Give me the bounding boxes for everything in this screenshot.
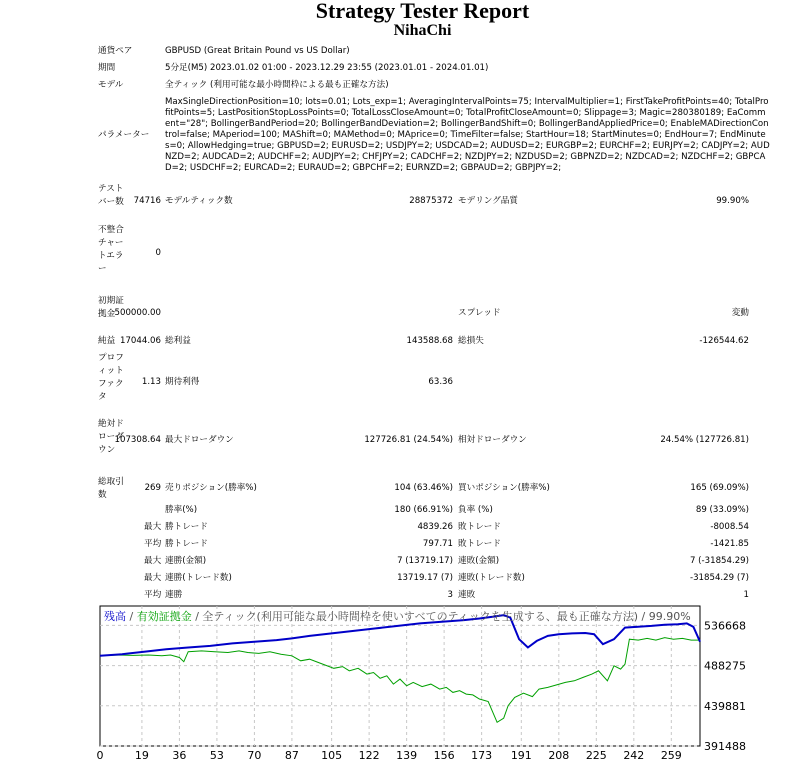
params-value: MaxSingleDirectionPosition=10; lots=0.01; Lots_exp=1; AveragingIntervalPoints=75; IntervalMultiplier=1; FirstTakeProfitPoints=40; TotalProfitPoints=5; LastPositionStopLossPoints=0; TotalLossCloseAmount=0; TotalProfitCloseAmount=0; Slippage=3; Magic=280380189; EaComment="28"; BollingerBandPeriod=20; BollingerBandDeviation=2; BollingerBandShift=0; BollingerBandAppliedPrice=0; EnableMADirectionControl=false; MAperiod=100; MAShift=0; MAMethod=0; MAprice=0; TimeFilter=false; StartHour=18; StartMinutes=0; EndHour=7; EndMinutes=0; AllowHedging=true; GBPUSD=2; EURUSD=2; USDJPY=2; USDCAD=2; AUDUSD=2; EURGBP=2; EURCHF=2; EURJPY=2; CADJPY=2; AUDNZD=2; AUDCAD=2; AUDCHF=2; AUDJPY=2; CHFJPY=2; CADCHF=2; NZDJPY=2; NZDUSD=2; GBPNZD=2; NZDCAD=2; NZDCHF=2; GBPCAD=2; USDCHF=2; EURCAD=2; EURAUD=2; GBPCHF=2; EURNZD=2; GBPAUD=2; GBPJPY=2; [165, 97, 770, 173]
model-label: モデル [98, 80, 124, 90]
spread-value: 変動 [731, 308, 749, 318]
chart-title-sep: / [126, 610, 137, 623]
period-value: 5分足(M5) 2023.01.02 01:00 - 2023.12.29 23:55 (2023.01.01 - 2024.01.01) [165, 63, 489, 73]
trades-label: 総取引数 [98, 477, 124, 500]
avg-loss-value: -1421.85 [710, 539, 749, 549]
ticks-value: 28875372 [409, 196, 453, 206]
quality-label: モデリング品質 [458, 196, 518, 206]
x-tick-label: 105 [321, 749, 343, 762]
win-value: 180 (66.91%) [394, 505, 453, 515]
chart-title-rest: / 全ティック(利用可能な最小時間枠を使いすべてのティックを生成する、最も正確な方法) / 99.90% [191, 610, 691, 623]
chart-title [104, 609, 691, 623]
deposit-value: 500000.00 [114, 308, 161, 318]
params-label: パラメーター [98, 130, 150, 140]
gross-profit-value: 143588.68 [406, 336, 453, 346]
x-tick-label: 259 [660, 749, 682, 762]
expected-label: 期待利得 [165, 377, 200, 387]
x-tick-label: 122 [358, 749, 380, 762]
loss-value: 89 (33.09%) [695, 505, 749, 515]
gross-profit-label: 総利益 [165, 336, 191, 346]
mismatch-label: 不整合チャートエラー [98, 225, 124, 274]
gross-loss-value: -126544.62 [699, 336, 749, 346]
symbol-label: 通貨ペア [98, 46, 133, 56]
win-label: 勝率(%) [165, 505, 198, 515]
max-dd-label: 最大ドローダウン [165, 435, 234, 445]
avg-prefix-2: 平均 [144, 590, 162, 600]
max-prefix-3: 最大 [144, 573, 162, 583]
trades-value: 269 [144, 483, 161, 493]
avg-cons-win-label: 連勝 [165, 590, 183, 600]
x-tick-label: 225 [585, 749, 607, 762]
spread-label: スプレッド [458, 308, 501, 318]
report-subtitle: NihaChi [393, 22, 452, 39]
x-tick-label: 36 [172, 749, 187, 762]
avg-cons-loss-value: 1 [743, 590, 749, 600]
x-tick-label: 173 [471, 749, 493, 762]
y-tick-label: 391488 [704, 740, 746, 753]
net-label: 純益 [98, 336, 116, 346]
bars-label: テストバー数 [98, 184, 124, 207]
y-tick-label: 439881 [704, 699, 746, 713]
y-tick-label: 488275 [704, 659, 746, 673]
quality-value: 99.90% [716, 196, 749, 206]
x-tick-label: 156 [433, 749, 455, 762]
cons-loss-trades-label: 連敗(トレード数) [458, 573, 525, 583]
long-value: 165 (69.09%) [690, 483, 749, 493]
avg-win-label: 勝トレード [165, 539, 208, 549]
cons-win-trades-value: 13719.17 (7) [397, 573, 453, 583]
cons-loss-money-label: 連敗(金額) [458, 556, 500, 566]
avg-cons-loss-label: 連敗 [458, 590, 476, 600]
long-label: 買いポジション(勝率%) [458, 483, 550, 493]
y-tick-label: 536668 [704, 619, 746, 633]
symbol-value: GBPUSD (Great Britain Pound vs US Dollar) [165, 46, 350, 56]
x-tick-label: 70 [247, 749, 262, 762]
x-tick-label: 87 [284, 749, 299, 762]
balance-equity-chart [0, 603, 805, 766]
cons-loss-money-value: 7 (-31854.29) [689, 556, 749, 566]
rel-dd-label: 相対ドローダウン [458, 435, 527, 445]
chart-title-balance: 残高 [104, 610, 126, 623]
loss-label: 負率 (%) [458, 505, 493, 515]
avg-loss-label: 敗トレード [458, 539, 501, 549]
abs-dd-value: 107308.64 [114, 435, 161, 445]
max-dd-value: 127726.81 (24.54%) [364, 435, 453, 445]
model-value: 全ティック (利用可能な最小時間枠による最も正確な方法) [165, 80, 389, 90]
largest-loss-label: 敗トレード [458, 522, 501, 532]
largest-win-label: 勝トレード [165, 522, 208, 532]
avg-cons-win-value: 3 [447, 590, 453, 600]
ticks-label: モデルティック数 [165, 196, 233, 206]
x-tick-label: 0 [96, 749, 104, 762]
short-label: 売りポジション(勝率%) [165, 483, 257, 493]
x-tick-label: 191 [510, 749, 532, 762]
cons-win-money-label: 連勝(金額) [165, 556, 207, 566]
pf-value: 1.13 [141, 377, 161, 387]
bars-value: 74716 [133, 196, 161, 206]
cons-loss-trades-value: -31854.29 (7) [689, 573, 749, 583]
max-prefix-2: 最大 [144, 556, 162, 566]
largest-win-value: 4839.26 [417, 522, 453, 532]
largest-loss-value: -8008.54 [710, 522, 749, 532]
avg-win-value: 797.71 [422, 539, 453, 549]
x-tick-label: 208 [548, 749, 570, 762]
pf-label: プロフィットファクタ [98, 353, 124, 402]
report-title: Strategy Tester Report [315, 0, 530, 23]
chart-title-equity: 有効証拠金 [136, 610, 192, 623]
mismatch-value: 0 [155, 248, 161, 258]
rel-dd-value: 24.54% (127726.81) [660, 435, 749, 445]
x-tick-label: 53 [209, 749, 224, 762]
short-value: 104 (63.46%) [394, 483, 453, 493]
deposit-label: 初期証拠金 [98, 296, 124, 319]
max-prefix: 最大 [144, 522, 162, 532]
abs-dd-label: 絶対ドローダウン [98, 419, 124, 455]
x-tick-label: 19 [134, 749, 149, 762]
cons-win-money-value: 7 (13719.17) [397, 556, 453, 566]
avg-prefix: 平均 [144, 539, 162, 549]
net-value: 17044.06 [119, 336, 161, 346]
x-tick-label: 139 [396, 749, 418, 762]
x-tick-label: 242 [623, 749, 645, 762]
cons-win-trades-label: 連勝(トレード数) [165, 573, 232, 583]
expected-value: 63.36 [428, 377, 453, 387]
gross-loss-label: 総損失 [458, 336, 484, 346]
period-label: 期間 [98, 63, 116, 73]
